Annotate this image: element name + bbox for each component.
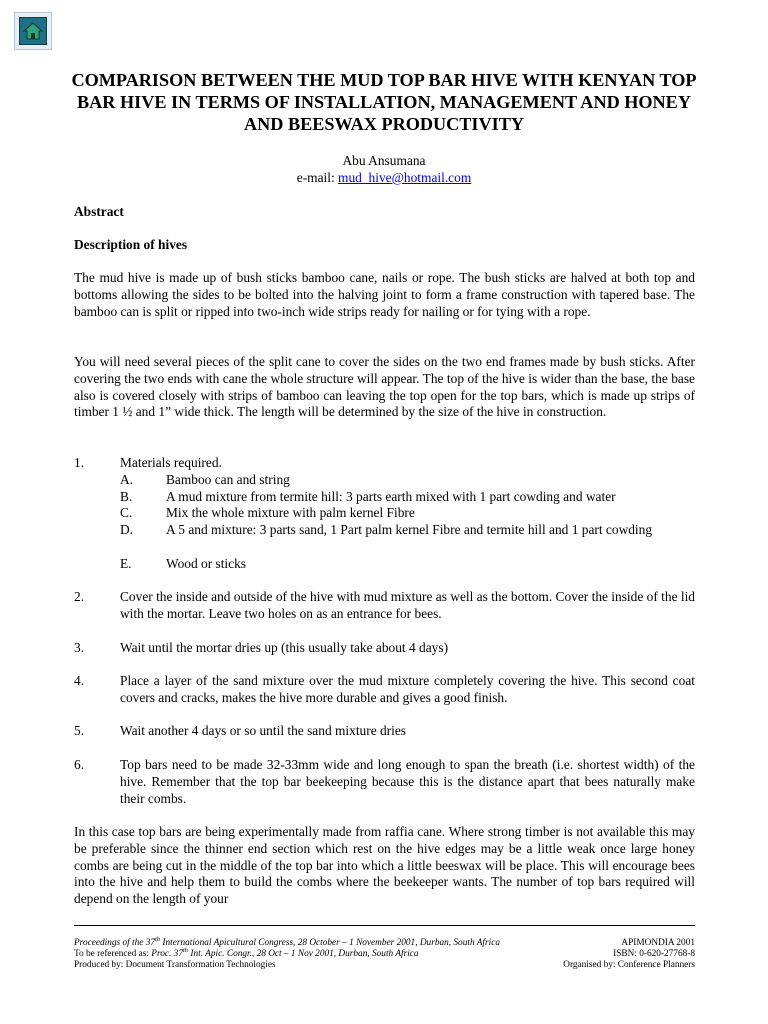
description-heading: Description of hives bbox=[74, 237, 188, 252]
organiser-label: Organised by: Conference Planners bbox=[563, 960, 695, 970]
email-link[interactable]: mud_hive@hotmail.com bbox=[338, 170, 472, 185]
material-text: A mud mixture from termite hill: 3 parts earth mixed with 1 part cowding and water bbox=[166, 489, 616, 504]
home-icon bbox=[23, 21, 43, 41]
email-label: e-mail: bbox=[296, 170, 339, 185]
paragraph-3: In this case top bars are being experimentally made from raffia cane. Where strong timber is not available this may be preferable since the thinner end section which rest on the hive edges may be a little weak once large honey combs are being cut in the middle of the top bar into which a little beeswax will be place. This will encourage bees into the hive and help them to build the combs where the beekeeper wants. The number of top bars required will depend on the length of your bbox=[74, 824, 695, 907]
material-letter: D. bbox=[120, 522, 134, 537]
isbn-label: ISBN: 0-620-27768-8 bbox=[613, 949, 695, 959]
step-number: 2. bbox=[74, 589, 85, 604]
step-text: Top bars need to be made 32-33mm wide and long enough to span the breath (i.e. shortest width) of the hive. Remember that the top bar beekeeping because this is the distance apart that bees naturally make their combs. bbox=[120, 757, 695, 806]
material-letter: B. bbox=[120, 489, 133, 504]
step-text: Wait until the mortar dries up (this usually take about 4 days) bbox=[120, 640, 449, 655]
step-text: Place a layer of the sand mixture over the mud mixture completely covering the hive. This second coat covers and cracks, makes the hive more durable and gives a good finish. bbox=[120, 673, 695, 705]
home-icon-frame bbox=[19, 17, 47, 45]
apimondia-label: APIMONDIA 2001 bbox=[621, 938, 695, 948]
step-text: Cover the inside and outside of the hive with mud mixture as well as the bottom. Cover the inside of the lid with the mortar. Leave two holes on as an entrance for bees. bbox=[120, 589, 695, 621]
step-text: Materials required. bbox=[120, 455, 222, 470]
step-number: 5. bbox=[74, 723, 85, 738]
material-text: A 5 and mixture: 3 parts sand, 1 Part palm kernel Fibre and termite hill and 1 part cowding bbox=[166, 522, 653, 537]
paragraph-2: You will need several pieces of the split cane to cover the sides on the two end frames made by bush sticks. After covering the two ends with cane the whole structure will appear. The top of the hive is wider than the base, the base also is covered closely with strips of bamboo can leaving the top open for the top bars, which is made up strips of timber 1 ½ and 1” wide thick. The length will be determined by the size of the hive in construction. bbox=[74, 354, 695, 420]
step-number: 6. bbox=[74, 757, 85, 772]
abstract-heading: Abstract bbox=[74, 204, 124, 219]
reference-note: To be referenced as: Proc. 37th Int. Apic. Congr., 28 Oct – 1 Nov 2001, Durban, South Africa bbox=[74, 946, 419, 959]
step-number: 1. bbox=[74, 455, 85, 470]
material-text: Wood or sticks bbox=[166, 556, 247, 571]
step-number: 3. bbox=[74, 640, 85, 655]
step-number: 4. bbox=[74, 673, 85, 688]
step-text: Wait another 4 days or so until the sand mixture dries bbox=[120, 723, 407, 738]
material-letter: E. bbox=[120, 556, 132, 571]
material-letter: C. bbox=[120, 505, 133, 520]
author-name: Abu Ansumana bbox=[342, 153, 426, 168]
paragraph-1: The mud hive is made up of bush sticks bamboo cane, nails or rope. The bush sticks are halved at both top and bottoms allowing the sides to be bolted into the halving joint to form a frame construction with tapered base. The bamboo can is split or ripped into two-inch wide strips ready for nailing or for tying with a rope. bbox=[74, 270, 695, 319]
material-text: Bamboo can and string bbox=[166, 472, 290, 487]
footer-divider bbox=[74, 925, 695, 926]
producer-label: Produced by: Document Transformation Technologies bbox=[74, 960, 276, 970]
author-email-line bbox=[0, 169, 768, 186]
home-button[interactable] bbox=[14, 12, 52, 50]
proceedings-citation: Proceedings of the 37th International Apicultural Congress, 28 October – 1 November 2001, Durban, South Africa bbox=[74, 935, 500, 948]
material-text: Mix the whole mixture with palm kernel Fibre bbox=[166, 505, 415, 520]
material-letter: A. bbox=[120, 472, 134, 487]
paper-title: COMPARISON BETWEEN THE MUD TOP BAR HIVE WITH KENYAN TOP BAR HIVE IN TERMS OF INSTALLATION, MANAGEMENT AND HONEY AND BEESWAX PRODUCTIVITY bbox=[71, 70, 697, 134]
